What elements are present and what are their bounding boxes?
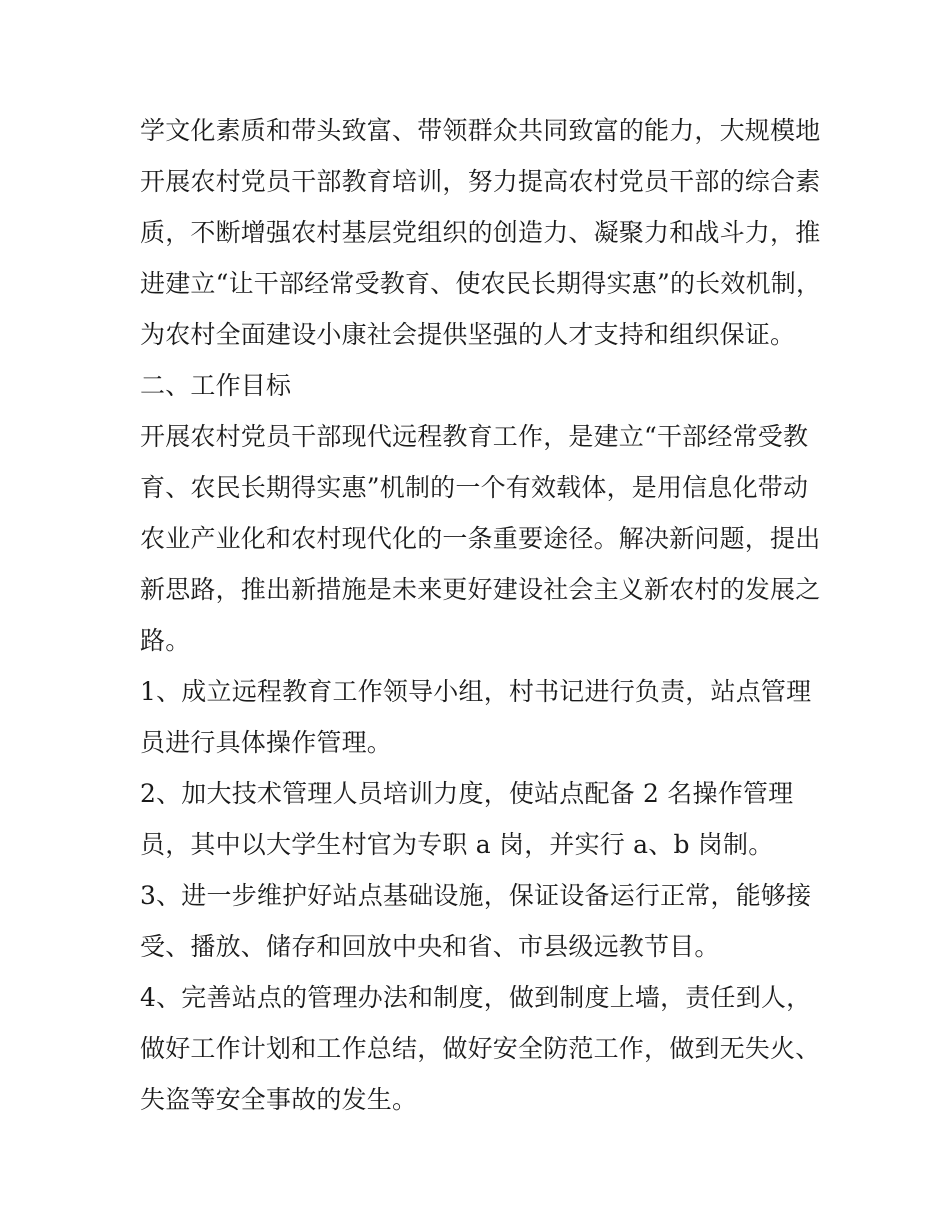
list-item-line: 4、完善站点的管理办法和制度，做到制度上墙，责任到人， (140, 983, 812, 1012)
text-line: 新思路，推出新措施是未来更好建设社会主义新农村的发展之 (140, 575, 821, 604)
text-line: 农业产业化和农村现代化的一条重要途径。解决新问题，提出 (140, 524, 821, 553)
list-item-line: 员进行具体操作管理。 (140, 728, 393, 757)
list-item-line: 1、成立远程教育工作领导小组，村书记进行负责，站点管理 (140, 677, 812, 706)
text-line: 质，不断增强农村基层党组织的创造力、凝聚力和战斗力，推 (140, 218, 821, 247)
list-item-line: 员，其中以大学生村官为专职 a 岗，并实行 a、b 岗制。 (140, 830, 774, 859)
section-heading: 二、工作目标 (140, 371, 292, 400)
list-item-line: 3、进一步维护好站点基础设施，保证设备运行正常，能够接 (140, 881, 812, 910)
list-item-line: 受、播放、储存和回放中央和省、市县级远教节目。 (140, 932, 720, 961)
text-line: 开展农村党员干部现代远程教育工作，是建立“干部经常受教 (140, 422, 809, 451)
text-line: 学文化素质和带头致富、带领群众共同致富的能力，大规模地 (140, 116, 821, 145)
text-line: 育、农民长期得实惠”机制的一个有效载体，是用信息化带动 (140, 473, 809, 502)
list-item-line: 失盗等安全事故的发生。 (140, 1085, 418, 1114)
text-line: 路。 (140, 626, 191, 655)
text-line: 进建立“让干部经常受教育、使农民长期得实惠”的长效机制， (140, 269, 822, 298)
text-line: 开展农村党员干部教育培训，努力提高农村党员干部的综合素 (140, 167, 821, 196)
text-line: 为农村全面建设小康社会提供坚强的人才支持和组织保证。 (140, 320, 796, 349)
list-item-line: 2、加大技术管理人员培训力度，使站点配备 2 名操作管理 (140, 779, 794, 808)
document-body (140, 105, 830, 1125)
list-item-line: 做好工作计划和工作总结，做好安全防范工作，做到无失火、 (140, 1034, 821, 1063)
